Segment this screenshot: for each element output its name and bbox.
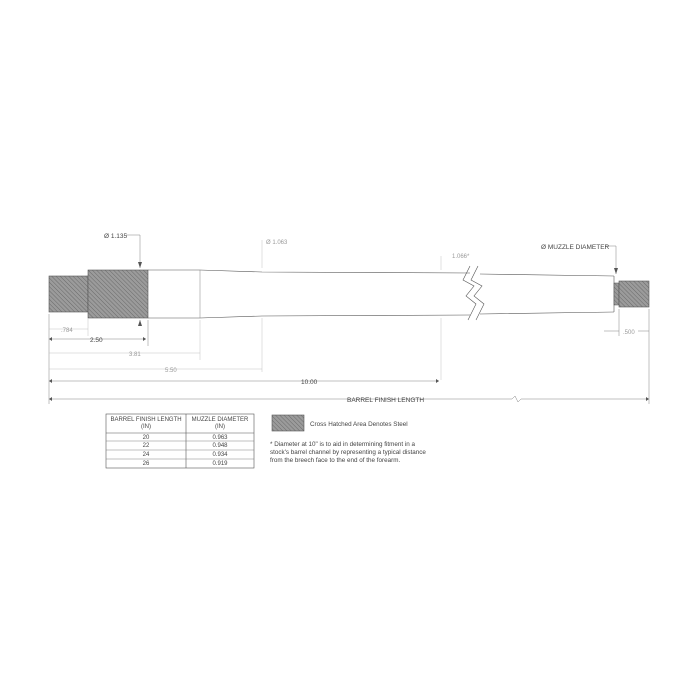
table-cell: 26 [142,461,150,467]
table-cell: 22 [142,443,150,449]
dim-journal-diameter: Ø 1.063 [266,240,288,246]
barrel-contour [148,270,470,318]
breech-thread [49,276,88,312]
table-cell: 20 [142,435,150,441]
dim-muzzle-thread: .500 [623,330,635,336]
barrel-profile [49,266,649,320]
legend-swatch [272,415,304,431]
table-cell: 0.919 [212,461,228,467]
legend-label: Cross Hatched Area Denotes Steel [310,421,408,428]
table-header-muzzle: MUZZLE DIAMETER (IN) [191,417,249,430]
dim-250: 2.50 [90,337,103,344]
dim-381: 3.81 [129,352,141,358]
dimension-lines [49,235,649,404]
dim-550: 5.50 [165,368,177,374]
dim-muzzle-diameter: Ø MUZZLE DIAMETER [541,244,610,251]
note-line-2: stock's barrel channel by representing a typical distance [270,449,426,456]
table-cell: 0.948 [212,443,228,449]
dim-tenin-diameter: 1.066* [452,254,470,260]
table-cell: 0.963 [212,435,228,441]
dim-1000: 10.00 [301,379,318,386]
note-line-1: * Diameter at 10" is to aid in determining fitment in a [270,441,416,448]
barrel-shank [88,270,148,318]
note-line-3: from the breech face to the end of the forearm. [270,457,401,464]
table-cell: 24 [142,452,150,458]
dim-thread-diameter: Ø 1.135 [104,233,128,240]
dim-overall: BARREL FINISH LENGTH [347,397,425,404]
table-header-length: BARREL FINISH LENGTH (IN) [110,417,182,430]
muzzle-thread [614,283,619,305]
table-cell: 0.934 [212,452,228,458]
dim-784: .784 [61,328,73,334]
